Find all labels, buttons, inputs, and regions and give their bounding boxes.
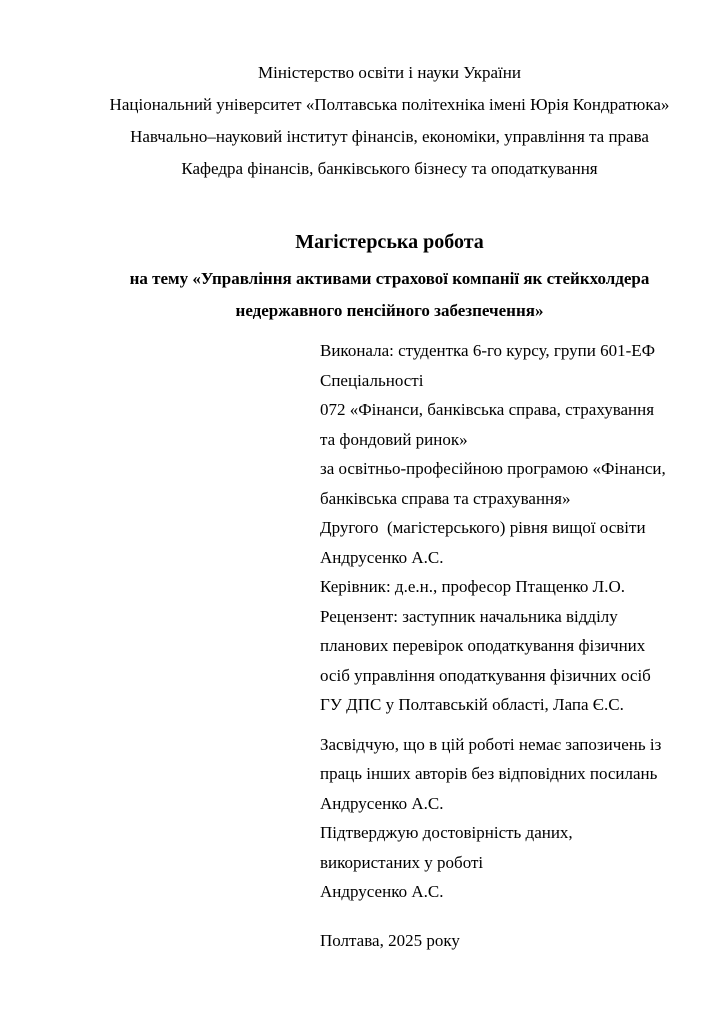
attestation-block [320, 730, 676, 907]
topic-line-2: недержавного пенсійного забезпечення» [235, 301, 544, 320]
attest-signature-2: Андрусенко А.С. [320, 882, 444, 901]
ministry-line: Міністерство освіти і науки України [258, 63, 521, 82]
performer-line: Виконала: студентка 6-го курсу, групи 601-ЕФ [320, 341, 656, 360]
place-year-line: Полтава, 2025 року [320, 930, 460, 950]
performer-block [320, 336, 676, 720]
degree-level-line: Другого (магістерського) рівня вищої освіти [320, 518, 646, 537]
reviewer-cont-line-3: ГУ ДПС у Полтавській області, Лапа Є.С. [320, 695, 624, 714]
data-accuracy-line-2: використаних у роботі [320, 852, 484, 872]
department-line: Кафедра фінансів, банківського бізнесу та оподаткування [181, 159, 598, 178]
reviewer-line: Рецензент: заступник начальника відділу [320, 606, 618, 626]
specialty-code-line: 072 «Фінанси, банківська справа, страхування [320, 400, 655, 419]
no-plagiarism-line-1: Засвідчую, що в цій роботі немає запозичень із [320, 734, 662, 754]
program-line: за освітньо-професійною програмою «Фінанси, [320, 459, 666, 478]
program-cont-line: банківська справа та страхування» [320, 488, 571, 508]
reviewer-cont-line-1: планових перевірок оподаткування фізичних [320, 636, 646, 655]
data-accuracy-line-1: Підтверджую достовірність даних, [320, 823, 573, 842]
university-line: Національний університет «Полтавська політехніка імені Юрія Кондратюка» [109, 95, 670, 114]
reviewer-cont-line-2: осіб управління оподаткування фізичних осіб [320, 665, 651, 685]
institute-line: Навчально–науковий інститут фінансів, економіки, управління та права [130, 127, 649, 146]
student-name-line: Андрусенко А.С. [320, 547, 444, 567]
specialty-cont-line: та фондовий ринок» [320, 429, 468, 449]
supervisor-line: Керівник: д.е.н., професор Птащенко Л.О. [320, 577, 625, 596]
attest-signature-1: Андрусенко А.С. [320, 793, 444, 813]
thesis-type-title: Магістерська робота [295, 231, 484, 253]
institution-header [103, 57, 676, 185]
topic-line-1: на тему «Управління активами страхової компанії як стейкхолдера [129, 269, 650, 288]
thesis-topic [103, 263, 676, 327]
no-plagiarism-line-2: праць інших авторів без відповідних посилань [320, 764, 658, 783]
specialty-label-line: Спеціальності [320, 370, 424, 390]
